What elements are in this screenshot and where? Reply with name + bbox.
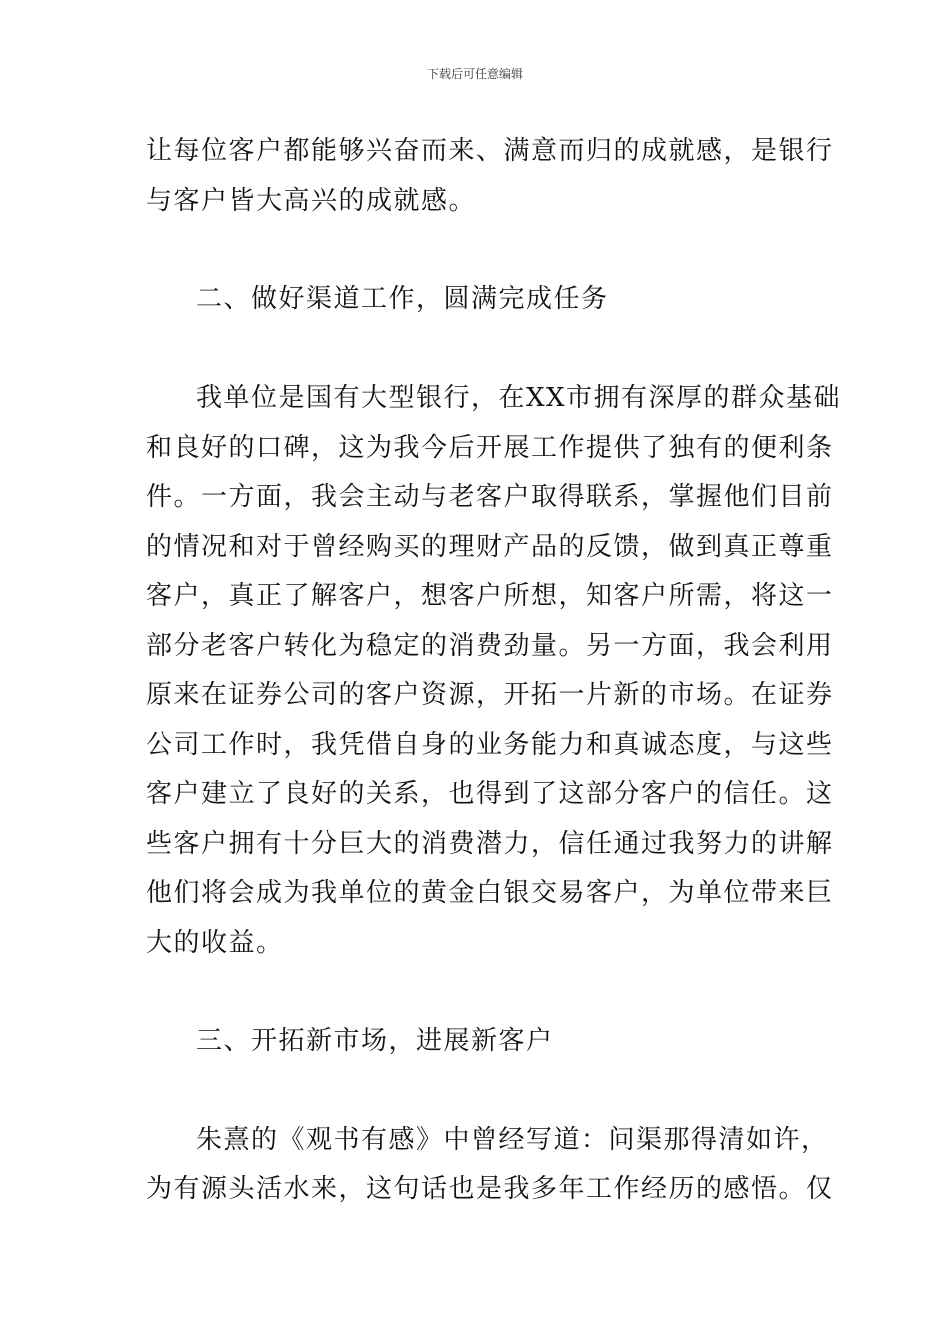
paragraph-line: 客户，真正了解客户，想客户所想，知客户所需，将这一 xyxy=(146,581,834,611)
paragraph-line: 部分老客户转化为稳定的消费劲量。另一方面，我会利用 xyxy=(146,631,834,661)
paragraph-line: 与客户皆大高兴的成就感。 xyxy=(146,186,477,216)
section-heading-2: 二、做好渠道工作，圆满完成任务 xyxy=(196,284,609,314)
page-header-note: 下载后可任意编辑 xyxy=(426,67,523,81)
paragraph-line: 原来在证券公司的客户资源，开拓一片新的市场。在证券 xyxy=(146,680,834,710)
section-heading-3: 三、开拓新市场，进展新客户 xyxy=(196,1026,554,1056)
paragraph-line: 他们将会成为我单位的黄金白银交易客户，为单位带来巨 xyxy=(146,878,834,908)
paragraph-line: 为有源头活水来，这句话也是我多年工作经历的感悟。仅 xyxy=(146,1174,834,1204)
paragraph-line: 的情况和对于曾经购买的理财产品的反馈，做到真正尊重 xyxy=(146,532,834,562)
paragraph-line: 客户建立了良好的关系，也得到了这部分客户的信任。这 xyxy=(146,779,834,809)
paragraph-line: 件。一方面，我会主动与老客户取得联系，掌握他们目前 xyxy=(146,482,834,512)
paragraph-line: 我单位是国有大型银行，在XX市拥有深厚的群众基础 xyxy=(196,383,842,413)
paragraph-line: 让每位客户都能够兴奋而来、满意而归的成就感，是银行 xyxy=(146,136,834,166)
paragraph-line: 朱熹的《观书有感》中曾经写道：问渠那得清如许， xyxy=(196,1125,829,1155)
paragraph-line: 大的收益。 xyxy=(146,928,284,958)
paragraph-line: 和良好的口碑，这为我今后开展工作提供了独有的便利条 xyxy=(146,433,834,463)
paragraph-line: 些客户拥有十分巨大的消费潜力，信任通过我努力的讲解 xyxy=(146,829,834,859)
paragraph-line: 公司工作时，我凭借自身的业务能力和真诚态度，与这些 xyxy=(146,730,834,760)
